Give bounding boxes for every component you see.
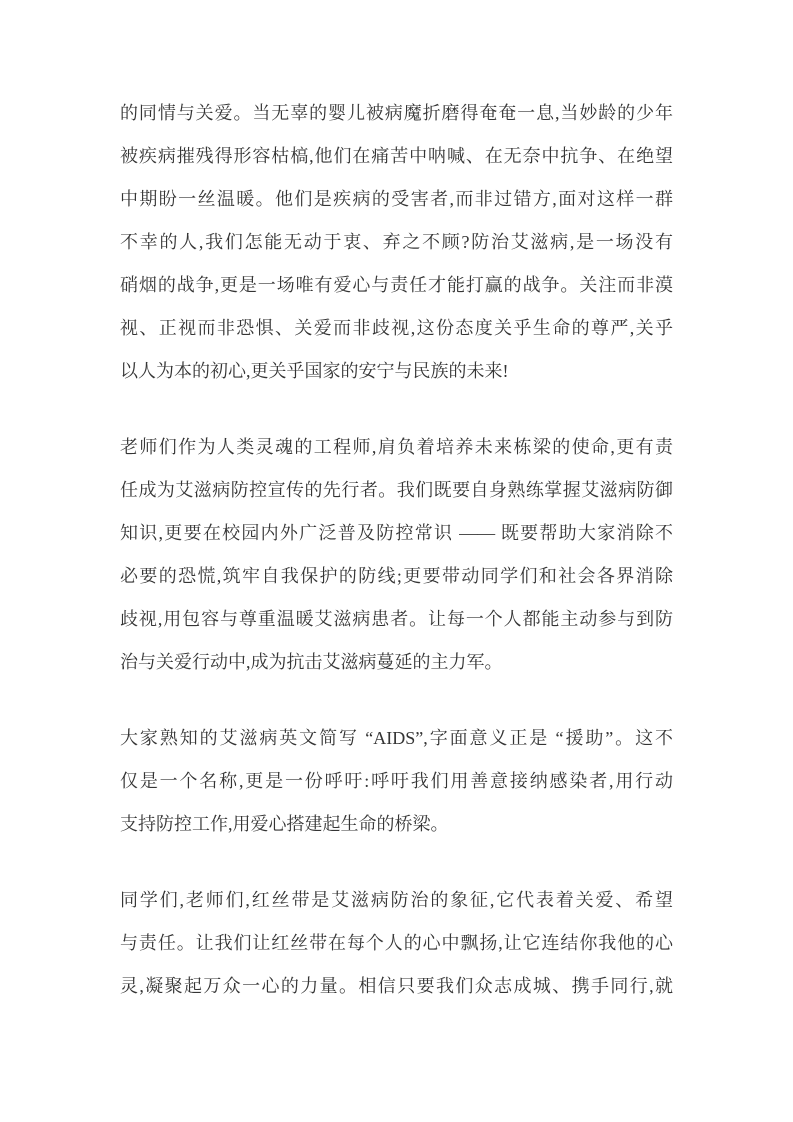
text-line: 歧视,用包容与尊重温暖艾滋病患者。让每一个人都能主动参与到防: [120, 609, 673, 629]
text-line: 仅是一个名称,更是一份呼吁:呼吁我们用善意接纳感染者,用行动: [120, 771, 673, 791]
paragraph: [120, 717, 673, 846]
paragraph: [120, 426, 673, 684]
text-line: 与责任。让我们让红丝带在每个人的心中飘扬,让它连结你我他的心: [120, 933, 673, 953]
text-line: 知识,更要在校园内外广泛普及防控常识 —— 既要帮助大家消除不: [120, 523, 673, 543]
text-line: 大家熟知的艾滋病英文简写 “AIDS”,字面意义正是 “援助”。这不: [120, 728, 673, 748]
text-line: 同学们,老师们,红丝带是艾滋病防治的象征,它代表着关爱、希望: [120, 890, 673, 910]
text-line: 不幸的人,我们怎能无动于衷、弃之不顾?防治艾滋病,是一场没有: [120, 232, 673, 252]
paragraph: [120, 92, 673, 393]
text-line: 被疾病摧残得形容枯槁,他们在痛苦中呐喊、在无奈中抗争、在绝望: [120, 146, 673, 166]
text-line: 的同情与关爱。当无辜的婴儿被病魔折磨得奄奄一息,当妙龄的少年: [120, 103, 673, 123]
text-line: 中期盼一丝温暖。他们是疾病的受害者,而非过错方,面对这样一群: [120, 189, 673, 209]
document-content: [120, 92, 673, 1008]
text-line: 治与关爱行动中,成为抗击艾滋病蔓延的主力军。: [120, 652, 503, 672]
text-line: 灵,凝聚起万众一心的力量。相信只要我们众志成城、携手同行,就: [120, 976, 673, 996]
text-line: 任成为艾滋病防控宣传的先行者。我们既要自身熟练掌握艾滋病防御: [120, 480, 673, 500]
text-line: 视、正视而非恐惧、关爱而非歧视,这份态度关乎生命的尊严,关乎: [120, 318, 673, 338]
text-line: 支持防控工作,用爱心搭建起生命的桥梁。: [120, 814, 449, 834]
text-line: 必要的恐慌,筑牢自我保护的防线;更要带动同学们和社会各界消除: [120, 566, 673, 586]
text-line: 硝烟的战争,更是一场唯有爱心与责任才能打赢的战争。关注而非漠: [120, 275, 673, 295]
text-line: 老师们作为人类灵魂的工程师,肩负着培养未来栋梁的使命,更有责: [120, 437, 673, 457]
text-line: 以人为本的初心,更关乎国家的安宁与民族的未来!: [120, 361, 509, 381]
paragraph: [120, 879, 673, 1008]
